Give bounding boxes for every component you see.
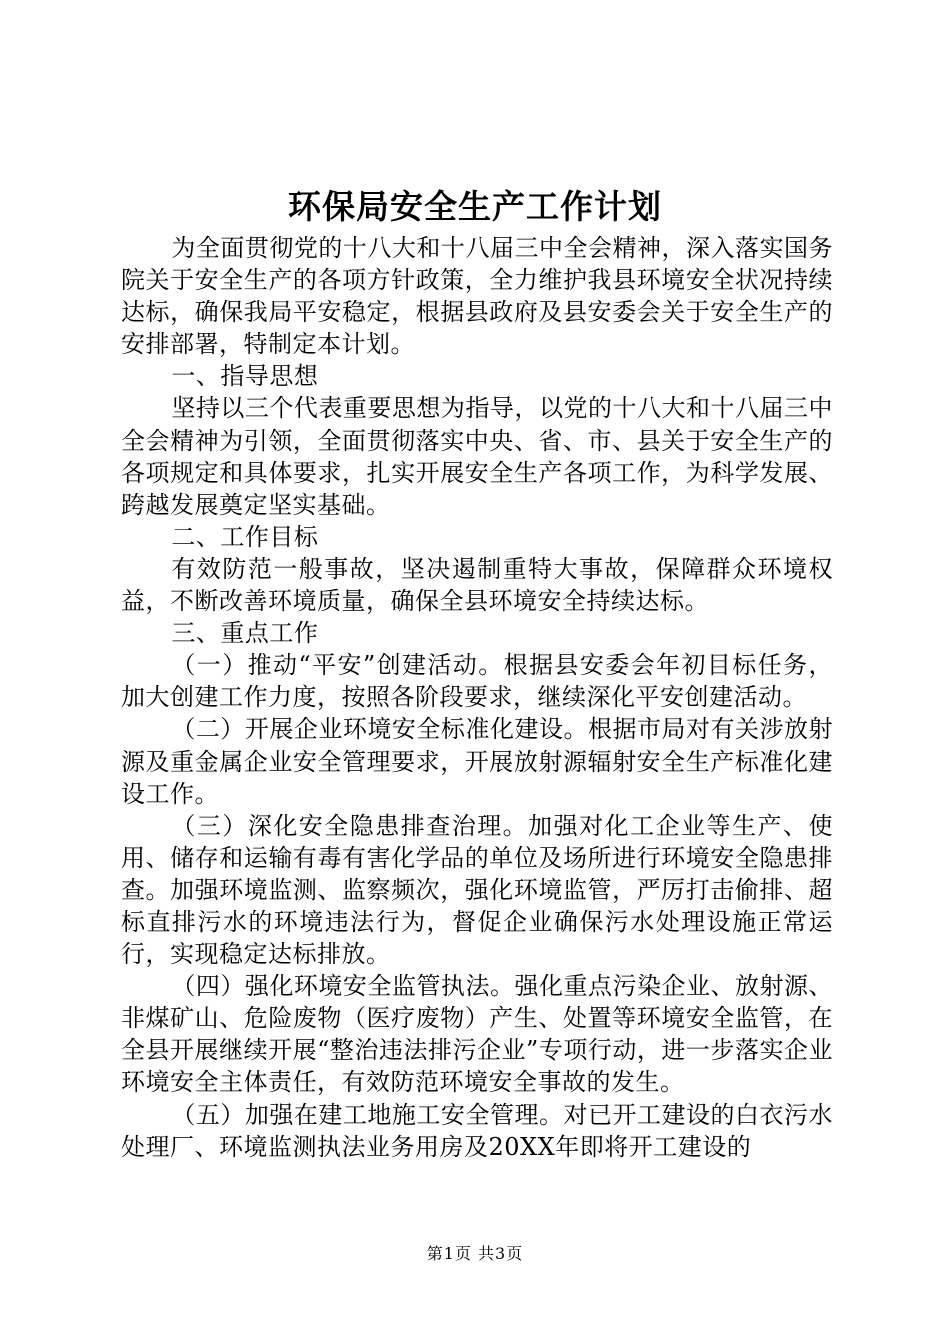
paragraph-intro: 为全面贯彻党的十八大和十八届三中全会精神，深入落实国务院关于安全生产的各项方针政策，全力维护我县环境安全状况持续达标，确保我局平安稳定，根据县政府及县安委会关于安全生产的安排部署，特制定本计划。 <box>121 234 833 359</box>
paragraph-key-work-1: （一）推动“平安”创建活动。根据县安委会年初目标任务，加大创建工作力度，按照各阶段要求，继续深化平安创建活动。 <box>121 651 833 712</box>
paragraph-key-work-2: （二）开展企业环境安全标准化建设。根据市局对有关涉放射源及重金属企业安全管理要求，开展放射源辐射安全生产标准化建设工作。 <box>121 715 833 808</box>
section-heading-work-goals: 二、工作目标 <box>171 522 319 551</box>
paragraph-work-goals: 有效防范一般事故，坚决遏制重特大事故，保障群众环境权益，不断改善环境质量，确保全县环境安全持续达标。 <box>121 554 833 616</box>
section-heading-key-work: 三、重点工作 <box>171 619 319 648</box>
section-heading-guiding-ideology: 一、指导思想 <box>171 362 319 391</box>
paragraph-key-work-3: （三）深化安全隐患排查治理。加强对化工企业等生产、使用、储存和运输有毒有害化学品的单位及场所进行环境安全隐患排查。加强环境监测、监察频次，强化环境监管，严厉打击偷排、超标直排污水的环境违法行为，督促企业确保污水处理设施正常运行，实现稳定达标排放。 <box>121 811 833 969</box>
paragraph-key-work-5: （五）加强在建工地施工安全管理。对已开工建设的白衣污水处理厂、环境监测执法业务用房及20XX年即将开工建设的 <box>121 1100 833 1161</box>
page-footer: 第1页 共3页 <box>426 1244 524 1263</box>
document-title: 环保局安全生产工作计划 <box>288 187 662 226</box>
paragraph-guiding-ideology: 坚持以三个代表重要思想为指导，以党的十八大和十八届三中全会精神为引领，全面贯彻落实中央、省、市、县关于安全生产的各项规定和具体要求，扎实开展安全生产各项工作，为科学发展、跨越发展奠定坚实基础。 <box>121 394 833 519</box>
paragraph-key-work-4: （四）强化环境安全监管执法。强化重点污染企业、放射源、非煤矿山、危险废物（医疗废物）产生、处置等环境安全监管，在全县开展继续开展“整治违法排污企业”专项行动，进一步落实企业环境安全主体责任，有效防范环境安全事故的发生。 <box>121 972 833 1097</box>
document-body <box>121 232 833 1163</box>
